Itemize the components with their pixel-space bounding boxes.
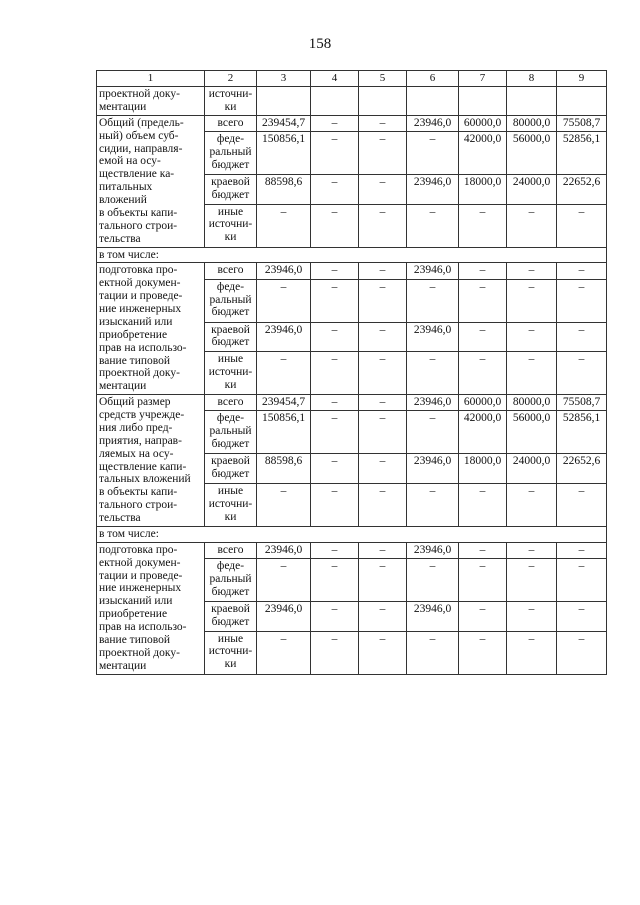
table-cell	[257, 87, 311, 116]
table-cell: –	[359, 483, 407, 526]
column-number: 9	[557, 71, 607, 87]
funding-source: всего	[205, 263, 257, 279]
row-label: Общий размер средств учрежде- ния либо пред- приятия, направ- ляемых на осу- ществление капи- тальных вложений в объекты капи- тального строи- тельства	[97, 395, 205, 527]
funding-source: иные источни- ки	[205, 204, 257, 247]
table-cell: –	[311, 263, 359, 279]
table-cell: 88598,6	[257, 454, 311, 484]
table-cell: 23946,0	[257, 322, 311, 352]
table-cell: –	[407, 279, 459, 322]
funding-source: краевой бюджет	[205, 454, 257, 484]
table-cell	[557, 87, 607, 116]
table-cell: –	[311, 559, 359, 602]
section-row	[97, 247, 607, 263]
column-number: 6	[407, 71, 459, 87]
table-cell: –	[407, 483, 459, 526]
table-cell: 22652,6	[557, 454, 607, 484]
table-cell: –	[311, 411, 359, 454]
table-cell: 23946,0	[407, 542, 459, 558]
table-cell: –	[311, 322, 359, 352]
funding-source: феде- ральный бюджет	[205, 132, 257, 175]
table-cell: –	[311, 174, 359, 204]
column-number: 7	[459, 71, 507, 87]
table-cell: –	[257, 559, 311, 602]
table-cell: 80000,0	[507, 115, 557, 131]
table-cell: –	[459, 263, 507, 279]
table-cell: 56000,0	[507, 411, 557, 454]
table-cell: 23946,0	[407, 601, 459, 631]
table-cell	[459, 87, 507, 116]
funding-source: всего	[205, 115, 257, 131]
table-cell: –	[507, 322, 557, 352]
funding-source: краевой бюджет	[205, 174, 257, 204]
table-cell: –	[257, 279, 311, 322]
table-cell: 23946,0	[407, 454, 459, 484]
table-cell: –	[459, 352, 507, 395]
table-cell: –	[311, 204, 359, 247]
table-cell: –	[557, 483, 607, 526]
funding-table	[96, 70, 607, 675]
table-cell: 23946,0	[407, 174, 459, 204]
table-cell: 18000,0	[459, 174, 507, 204]
table-cell: –	[557, 279, 607, 322]
table-cell: –	[359, 559, 407, 602]
table-cell: –	[557, 352, 607, 395]
table-cell: –	[311, 483, 359, 526]
table-cell: –	[507, 263, 557, 279]
table-cell: 23946,0	[257, 601, 311, 631]
table-cell: –	[311, 115, 359, 131]
table-cell: –	[311, 395, 359, 411]
table-cell: 239454,7	[257, 115, 311, 131]
table-cell: 150856,1	[257, 411, 311, 454]
funding-source: иные источни- ки	[205, 352, 257, 395]
table-row	[97, 115, 607, 131]
table-cell: 23946,0	[407, 263, 459, 279]
table-cell: –	[507, 559, 557, 602]
table-cell: 80000,0	[507, 395, 557, 411]
row-label: подготовка про- ектной докумен- тации и проведе- ние инженерных изысканий или приобретение прав на использо- вание типовой проектной доку- ментации	[97, 542, 205, 674]
section-label: в том числе:	[97, 247, 607, 263]
section-row	[97, 526, 607, 542]
row-label: подготовка про- ектной докумен- тации и проведе- ние инженерных изысканий или приобретение прав на использо- вание типовой проектной доку- ментации	[97, 263, 205, 395]
funding-source: краевой бюджет	[205, 601, 257, 631]
table-cell: –	[459, 631, 507, 674]
table-cell: 60000,0	[459, 115, 507, 131]
table-cell: –	[359, 542, 407, 558]
table-cell: –	[359, 204, 407, 247]
table-cell: 23946,0	[257, 542, 311, 558]
table-cell: 75508,7	[557, 115, 607, 131]
table-cell	[507, 87, 557, 116]
row-label: проектной доку- ментации	[97, 87, 205, 116]
table-cell: 52856,1	[557, 411, 607, 454]
table-cell: 24000,0	[507, 174, 557, 204]
table-cell: –	[359, 395, 407, 411]
table-cell: –	[257, 483, 311, 526]
table-cell: 42000,0	[459, 411, 507, 454]
header-row	[97, 71, 607, 87]
table-cell: –	[359, 174, 407, 204]
table-cell: –	[359, 411, 407, 454]
table-cell: –	[459, 542, 507, 558]
table-cell	[407, 87, 459, 116]
table-cell: –	[359, 279, 407, 322]
funding-source: иные источни- ки	[205, 631, 257, 674]
funding-source: краевой бюджет	[205, 322, 257, 352]
funding-source: феде- ральный бюджет	[205, 411, 257, 454]
table-cell: –	[459, 204, 507, 247]
table-cell: 18000,0	[459, 454, 507, 484]
table-cell: –	[507, 352, 557, 395]
table-cell: –	[359, 631, 407, 674]
table-row	[97, 263, 607, 279]
table-cell: –	[407, 631, 459, 674]
row-label: Общий (предель- ный) объем суб- сидии, направля- емой на осу- ществление ка- питальных вложений в объекты капи- тального строи- тельства	[97, 115, 205, 247]
table-cell: –	[257, 352, 311, 395]
table-cell: –	[557, 559, 607, 602]
table-cell: –	[311, 279, 359, 322]
table-cell: 150856,1	[257, 132, 311, 175]
table-cell: 239454,7	[257, 395, 311, 411]
funding-source: феде- ральный бюджет	[205, 559, 257, 602]
table-cell: –	[557, 204, 607, 247]
table-cell: –	[359, 454, 407, 484]
column-number: 4	[311, 71, 359, 87]
funding-source: феде- ральный бюджет	[205, 279, 257, 322]
table-row	[97, 87, 607, 116]
table-cell: –	[459, 322, 507, 352]
table-cell: 42000,0	[459, 132, 507, 175]
table-cell: –	[359, 132, 407, 175]
table-cell: –	[311, 542, 359, 558]
table-cell: –	[507, 631, 557, 674]
table-cell: –	[257, 631, 311, 674]
table-cell: 52856,1	[557, 132, 607, 175]
table-row	[97, 542, 607, 558]
table-cell: –	[407, 559, 459, 602]
table-cell: –	[459, 601, 507, 631]
table-cell: –	[359, 322, 407, 352]
table-cell: 23946,0	[407, 115, 459, 131]
column-number: 1	[97, 71, 205, 87]
table-cell: –	[507, 601, 557, 631]
funding-source: иные источни- ки	[205, 483, 257, 526]
table-cell: –	[311, 631, 359, 674]
table-cell: 75508,7	[557, 395, 607, 411]
table-cell: –	[407, 132, 459, 175]
table-cell: –	[507, 204, 557, 247]
table-cell: –	[557, 542, 607, 558]
table-cell: –	[459, 559, 507, 602]
column-number: 2	[205, 71, 257, 87]
table-row	[97, 395, 607, 411]
table-cell: –	[459, 279, 507, 322]
table-cell	[311, 87, 359, 116]
table-cell: 23946,0	[407, 322, 459, 352]
table-cell: –	[359, 263, 407, 279]
funding-source: всего	[205, 542, 257, 558]
column-number: 5	[359, 71, 407, 87]
table-cell: –	[257, 204, 311, 247]
section-label: в том числе:	[97, 526, 607, 542]
table-cell	[359, 87, 407, 116]
table-cell: –	[311, 132, 359, 175]
table-cell: –	[557, 631, 607, 674]
table-cell: –	[507, 483, 557, 526]
table-cell: –	[359, 115, 407, 131]
table-cell: –	[507, 542, 557, 558]
page-number: 158	[308, 36, 332, 52]
table-cell: –	[407, 411, 459, 454]
table-cell: 88598,6	[257, 174, 311, 204]
table-cell: 23946,0	[257, 263, 311, 279]
table-cell: –	[359, 352, 407, 395]
table-cell: 23946,0	[407, 395, 459, 411]
table-cell: –	[311, 352, 359, 395]
table-cell: –	[507, 279, 557, 322]
table-cell: 22652,6	[557, 174, 607, 204]
table-cell: –	[311, 454, 359, 484]
table-cell: –	[459, 483, 507, 526]
table-cell: –	[557, 263, 607, 279]
funding-source: всего	[205, 395, 257, 411]
table-cell: –	[407, 352, 459, 395]
funding-source: источни- ки	[205, 87, 257, 116]
column-number: 8	[507, 71, 557, 87]
table-cell: –	[311, 601, 359, 631]
table-cell: –	[359, 601, 407, 631]
table-cell: 60000,0	[459, 395, 507, 411]
column-number: 3	[257, 71, 311, 87]
table-cell: –	[407, 204, 459, 247]
table-cell: 56000,0	[507, 132, 557, 175]
table-cell: 24000,0	[507, 454, 557, 484]
table-cell: –	[557, 322, 607, 352]
table-cell: –	[557, 601, 607, 631]
